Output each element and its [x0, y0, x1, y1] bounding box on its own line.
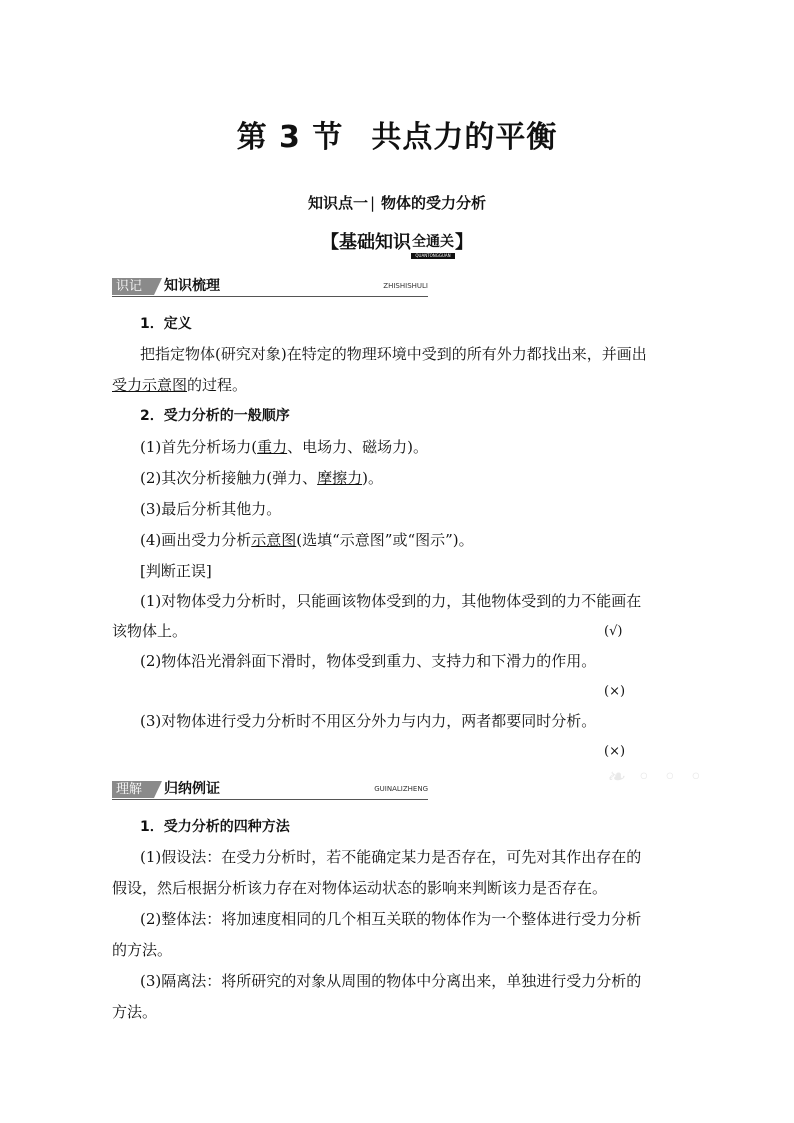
judge-q1-line1: (1)对物体受力分析时，只能画该物体受到的力，其他物体受到的力不能画在 [140, 592, 642, 610]
order-heading: 2．受力分析的一般顺序 [140, 408, 290, 424]
method-2-line2: 的方法。 [112, 941, 173, 959]
order-item-1: (1)首先分析场力(重力、电场力、磁场力)。 [140, 438, 428, 456]
method-1-line2: 假设，然后根据分析该力存在对物体运动状态的影响来判断该力是否存在。 [112, 879, 608, 897]
order-item-4: (4)画出受力分析示意图(选填“示意图”或“图示”)。 [140, 531, 474, 549]
order-item-3: (3)最后分析其他力。 [140, 500, 282, 518]
knowledge-point-heading: 知识点一 | 物体的受力分析 [307, 194, 487, 212]
method-1-line1: (1)假设法：在受力分析时，若不能确定某力是否存在，可先对其作出存在的 [140, 848, 642, 866]
definition-line1: 把指定物体(研究对象)在特定的物理环境中受到的所有外力都找出来，并画出 [140, 345, 647, 363]
judge-q2: (2)物体沿光滑斜面下滑时，物体受到重力、支持力和下滑力的作用。 [140, 652, 597, 670]
judge-q3-mark: (×) [604, 744, 626, 759]
basic-knowledge-banner: 【基础知识全通关 QUANTONGGUAN 】 [321, 232, 473, 258]
method-3-line2: 方法。 [112, 1003, 158, 1021]
methods-heading: 1．受力分析的四种方法 [140, 819, 290, 835]
judge-heading: [判断正误] [140, 562, 212, 580]
section-header-understand: 理解 归纳例证 GUINALIZHENG [112, 781, 428, 800]
judge-q1-line2: 该物体上。 [112, 622, 188, 640]
page-title: 第 3 节 共点力的平衡 [236, 120, 558, 155]
judge-q2-mark: (×) [604, 684, 626, 699]
definition-line2: 受力示意图的过程。 [112, 376, 248, 394]
judge-q1-mark: (√) [604, 624, 623, 639]
watermark: ❧ ◦ ◦ ◦ [606, 765, 706, 790]
order-item-2: (2)其次分析接触力(弹力、摩擦力)。 [140, 469, 383, 487]
badge: 全通关 QUANTONGGUAN [411, 231, 455, 259]
method-3-line1: (3)隔离法：将所研究的对象从周围的物体中分离出来，单独进行受力分析的 [140, 972, 642, 990]
method-2-line1: (2)整体法：将加速度相同的几个相互关联的物体作为一个整体进行受力分析 [140, 910, 642, 928]
definition-heading: 1．定义 [140, 316, 192, 332]
judge-q3: (3)对物体进行受力分析时不用区分外力与内力，两者都要同时分析。 [140, 712, 597, 730]
section-header-memorize: 识记 知识梳理 ZHISHISHULI [112, 278, 428, 297]
